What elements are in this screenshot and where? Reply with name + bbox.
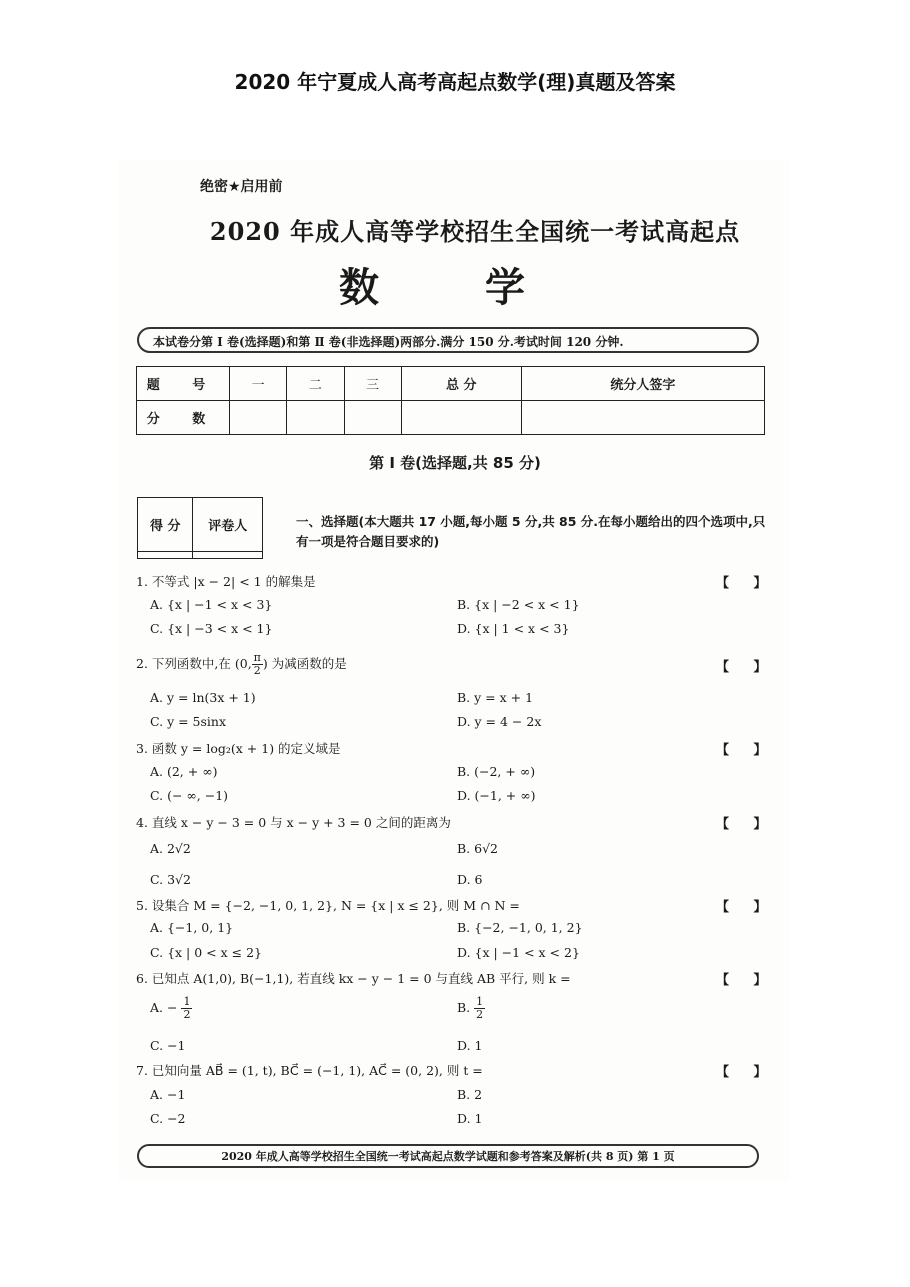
score-cell-empty bbox=[401, 401, 521, 435]
question-5-option-d: D. {x | −1 < x < 2} bbox=[457, 945, 580, 960]
score-cell: 一 bbox=[230, 367, 287, 401]
question-1-option-b: B. {x | −2 < x < 1} bbox=[457, 597, 580, 612]
question-7-option-d: D. 1 bbox=[457, 1111, 483, 1126]
question-5-option-a: A. {−1, 0, 1} bbox=[150, 920, 234, 935]
answer-bracket: 【 】 bbox=[716, 576, 767, 591]
score-cell-empty bbox=[230, 401, 287, 435]
score-cell: 总 分 bbox=[401, 367, 521, 401]
question-4-option-d: D. 6 bbox=[457, 872, 483, 887]
grader-cell-empty bbox=[193, 551, 263, 558]
fraction-numerator: 1 bbox=[183, 995, 191, 1008]
question-2-option-a: A. y = ln(3x + 1) bbox=[150, 690, 256, 705]
score-table-header-row bbox=[137, 367, 765, 401]
option-a-fraction bbox=[181, 996, 192, 1021]
question-6-option-b bbox=[457, 996, 485, 1021]
question-4-option-a: A. 2√2 bbox=[150, 841, 191, 856]
question-5-stem: 5. 设集合 M = {−2, −1, 0, 1, 2}, N = {x | x ≤ 2}, 则 M ∩ N = bbox=[136, 898, 520, 913]
question-7-option-b: B. 2 bbox=[457, 1087, 483, 1102]
fraction-numerator: π bbox=[253, 651, 261, 664]
question-6-option-a bbox=[150, 996, 192, 1021]
score-cell: 三 bbox=[344, 367, 401, 401]
question-2-stem bbox=[136, 652, 347, 677]
question-6-stem: 6. 已知点 A(1,0), B(−1,1), 若直线 kx − y − 1 = 0 与直线 AB 平行, 则 k = bbox=[136, 971, 571, 986]
fraction-denominator: 2 bbox=[476, 1008, 484, 1021]
fraction-numerator: 1 bbox=[476, 995, 484, 1008]
answer-bracket: 【 】 bbox=[716, 1065, 767, 1080]
question-7-option-c: C. −2 bbox=[150, 1111, 186, 1126]
question-2-option-d: D. y = 4 − 2x bbox=[457, 714, 542, 729]
answer-bracket: 【 】 bbox=[716, 660, 767, 675]
question-6-option-c: C. −1 bbox=[150, 1038, 186, 1053]
secret-label: 绝密★启用前 bbox=[200, 179, 283, 195]
page-footer: 2020 年成人高等学校招生全国统一考试高起点数学试题和参考答案及解析(共 8 页) 第 1 页 bbox=[137, 1144, 759, 1168]
score-cell: 二 bbox=[287, 367, 344, 401]
answer-bracket: 【 】 bbox=[716, 973, 767, 988]
score-cell-empty bbox=[344, 401, 401, 435]
question-1-stem: 1. 不等式 |x − 2| < 1 的解集是 bbox=[136, 574, 316, 589]
question-4-option-c: C. 3√2 bbox=[150, 872, 191, 887]
question-4-option-b: B. 6√2 bbox=[457, 841, 499, 856]
exam-title: 2020 年成人高等学校招生全国统一考试高起点 bbox=[209, 217, 741, 246]
question-7-stem: 7. 已知向量 AB⃗ = (1, t), BC⃗ = (−1, 1), AC⃗ = (0, 2), 则 t = bbox=[136, 1063, 483, 1078]
score-cell-empty bbox=[521, 401, 764, 435]
question-4-stem: 4. 直线 x − y − 3 = 0 与 x − y + 3 = 0 之间的距离为 bbox=[136, 815, 451, 830]
grader-table bbox=[137, 497, 263, 559]
question-3-option-a: A. (2, + ∞) bbox=[150, 764, 218, 779]
question-2-interval-close: ) bbox=[262, 656, 268, 671]
question-3-option-d: D. (−1, + ∞) bbox=[457, 788, 536, 803]
fraction-denominator: 2 bbox=[183, 1008, 191, 1021]
question-2-option-c: C. y = 5sinx bbox=[150, 714, 227, 729]
document-title: 2020 年宁夏成人高考高起点数学(理)真题及答案 bbox=[234, 70, 676, 94]
subject-title: 数 学 bbox=[339, 265, 571, 311]
question-5-option-b: B. {−2, −1, 0, 1, 2} bbox=[457, 920, 583, 935]
question-1-option-a: A. {x | −1 < x < 3} bbox=[150, 597, 273, 612]
answer-bracket: 【 】 bbox=[716, 743, 767, 758]
question-2-interval-open: (0, bbox=[234, 656, 252, 671]
section-header: 一、选择题(本大题共 17 小题,每小题 5 分,共 85 分.在每小题给出的四个选项中,只有一项是符合题目要求的) bbox=[296, 514, 766, 549]
answer-bracket: 【 】 bbox=[716, 817, 767, 832]
question-2-stem-pre: 2. 下列函数中,在 bbox=[136, 656, 231, 671]
grader-name-label: 评卷人 bbox=[193, 498, 263, 552]
question-3-option-c: C. (− ∞, −1) bbox=[150, 788, 229, 803]
part-title: 第 Ⅰ 卷(选择题,共 85 分) bbox=[369, 454, 541, 472]
fraction-denominator: 2 bbox=[253, 664, 261, 677]
question-1-option-c: C. {x | −3 < x < 1} bbox=[150, 621, 273, 636]
answer-bracket: 【 】 bbox=[716, 900, 767, 915]
option-a-prefix: A. − bbox=[150, 1000, 178, 1015]
question-2-fraction bbox=[252, 652, 263, 677]
instructions-banner: 本试卷分第 Ⅰ 卷(选择题)和第 Ⅱ 卷(非选择题)两部分.满分 150 分.考试时间 120 分钟. bbox=[137, 327, 759, 353]
score-cell: 统分人签字 bbox=[521, 367, 764, 401]
grader-score-label: 得 分 bbox=[138, 498, 193, 552]
question-2-stem-post: 为减函数的是 bbox=[271, 656, 347, 671]
question-5-option-c: C. {x | 0 < x ≤ 2} bbox=[150, 945, 262, 960]
question-6-option-d: D. 1 bbox=[457, 1038, 483, 1053]
question-3-option-b: B. (−2, + ∞) bbox=[457, 764, 536, 779]
score-cell: 分 数 bbox=[137, 401, 230, 435]
question-2-option-b: B. y = x + 1 bbox=[457, 690, 534, 705]
question-1-option-d: D. {x | 1 < x < 3} bbox=[457, 621, 570, 636]
score-cell: 题 号 bbox=[137, 367, 230, 401]
grader-cell-empty bbox=[138, 551, 193, 558]
question-7-option-a: A. −1 bbox=[150, 1087, 186, 1102]
score-table-score-row bbox=[137, 401, 765, 435]
question-3-stem: 3. 函数 y = log₂(x + 1) 的定义域是 bbox=[136, 741, 341, 756]
option-b-prefix: B. bbox=[457, 1000, 471, 1015]
score-cell-empty bbox=[287, 401, 344, 435]
option-b-fraction bbox=[474, 996, 485, 1021]
score-table bbox=[136, 366, 765, 435]
